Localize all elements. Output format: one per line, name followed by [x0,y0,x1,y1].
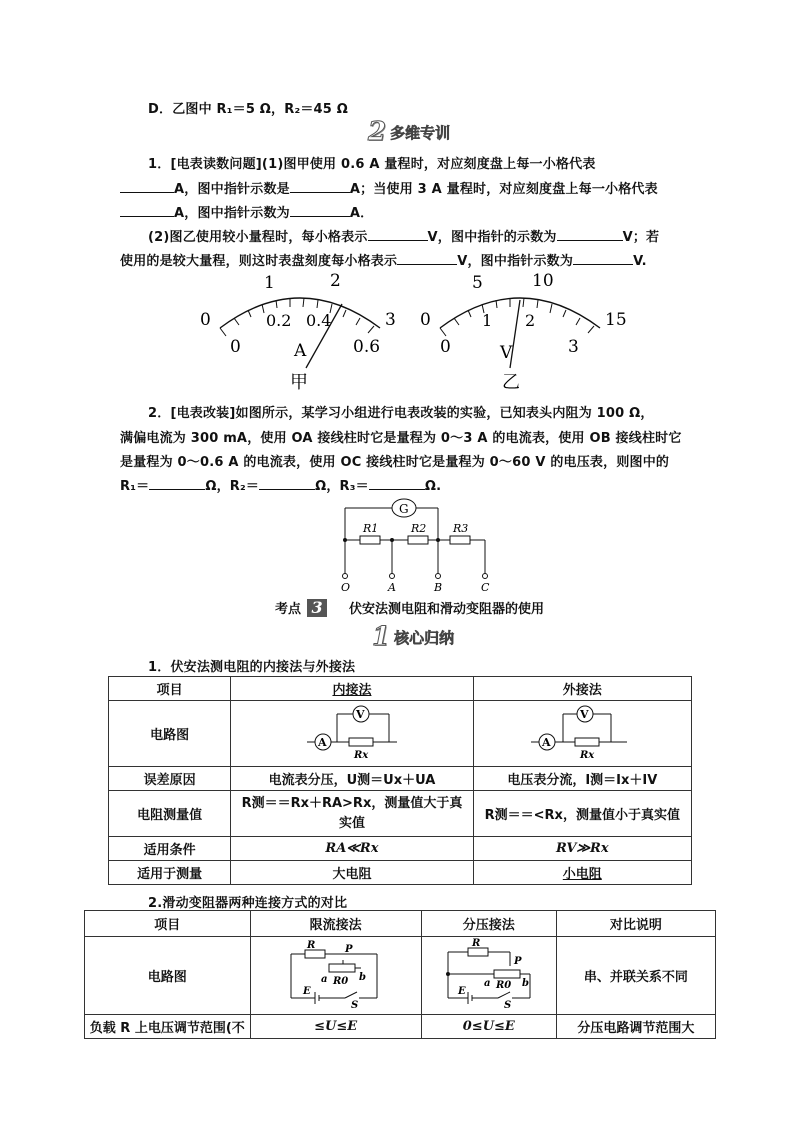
voltage-divider-cell [421,937,556,1015]
outer-connection-diagram [527,702,637,762]
meter-conversion-circuit [330,492,500,592]
current-limiting-diagram [281,938,391,1010]
svg-text:E: E [302,985,311,997]
tick-label: 0 [200,310,211,330]
row-label: 负载 R 上电压调节范围(不 [85,1015,251,1039]
section-head-practice [368,117,450,147]
tick-label: 0.4 [306,311,332,330]
answer-blank[interactable] [290,180,350,193]
answer-blank[interactable] [290,204,350,217]
table-cell: 大电阻 [231,861,473,885]
tick-label: 0.2 [266,311,292,330]
terminal-label: B [434,581,443,592]
table-cell: 串、并联关系不同 [556,937,715,1015]
row-label: 适用于测量 [109,861,231,885]
table-cell: RA≪Rx [231,837,473,861]
q2-line4: R₁＝ Ω，R₂＝ Ω，R₃＝ Ω. [120,479,442,494]
q1-line2: A，图中指针示数是 A；当使用 3 A 量程时，对应刻度盘上每一小格代表 [120,178,658,197]
kaodian-label: 考点 [275,602,302,617]
meter-figures [190,268,650,393]
sub2-title: 2.滑动变阻器两种连接方式的对比 [148,896,348,911]
svg-text:A: A [542,735,551,749]
tick-label: 2 [330,271,341,291]
table-header: 对比说明 [556,911,715,937]
row-label: 误差原因 [109,767,231,791]
svg-text:V: V [580,707,589,721]
answer-blank[interactable] [557,228,623,241]
answer-blank[interactable] [120,180,174,193]
table-cell: 分压电路调节范围大 [556,1015,715,1039]
current-limit-cell [250,937,421,1015]
section-head-core [372,622,454,652]
tick-label: 1 [482,311,493,330]
terminal-label: A [388,581,396,592]
table-header: 限流接法 [250,911,421,937]
ammeter-dial [200,271,396,393]
voltage-divider-diagram [434,938,544,1010]
svg-text:P: P [513,955,522,967]
row-label: 电阻测量值 [109,791,231,837]
svg-text:R: R [306,939,315,951]
figure-caption: 甲 [290,372,308,393]
table-header: 内接法 [231,677,473,701]
tick-label: 15 [605,310,627,330]
answer-blank[interactable] [573,252,633,265]
answer-blank[interactable] [368,228,428,241]
voltmeter-dial [420,271,627,393]
table-cell: 电流表分压，U测＝Ux＋UA [231,767,473,791]
svg-text:Rx: Rx [353,749,369,761]
tick-label: 10 [532,271,554,291]
option-d: D．乙图中 R₁＝5 Ω，R₂＝45 Ω [148,102,349,117]
svg-text:S: S [503,999,512,1010]
resistor-label: R3 [453,522,469,535]
row-label: 电路图 [109,701,231,767]
section-title: 核心归纳 [394,628,455,647]
meter-unit: V [500,343,513,363]
comparison-table-connection [108,676,692,885]
tick-label: 0.6 [353,337,381,357]
tick-label: 0 [420,310,431,330]
table-cell: 小电阻 [473,861,691,885]
svg-text:R: R [471,937,481,949]
svg-text:b: b [521,977,529,989]
table-header: 项目 [85,911,251,937]
table-cell: R测＝＝Rx＋RA>Rx，测量值大于真实值 [231,791,473,837]
figure-caption: 乙 [502,372,520,393]
tick-label: 0 [230,337,241,357]
resistor-label: R2 [411,522,427,535]
answer-blank[interactable] [259,477,315,490]
inner-circuit-cell [231,701,473,767]
table-cell: 0≤U≤E [421,1015,556,1039]
tick-label: 5 [472,273,483,293]
svg-text:b: b [358,971,366,983]
outer-circuit-cell [473,701,691,767]
table-header: 分压接法 [421,911,556,937]
tick-label: 1 [264,273,275,293]
table-cell: ≤U≤E [250,1015,421,1039]
table-header: 项目 [109,677,231,701]
q1-line4: (2)图乙使用较小量程时，每小格表示 V，图中指针的示数为 V；若 [148,230,660,245]
kaodian-title: 伏安法测电阻和滑动变阻器的使用 [349,602,545,617]
svg-text:A: A [317,735,327,749]
resistor-label: R1 [363,522,379,535]
answer-blank[interactable] [369,477,425,490]
q2-line3: 是量程为 0～0.6 A 的电流表，使用 OC 接线柱时它是量程为 0～60 V 的电压表，则图中的 [120,455,670,470]
svg-text:V: V [355,707,365,721]
meter-unit: A [294,341,307,361]
galvanometer-label: G [399,502,409,516]
svg-text:R0: R0 [332,975,348,987]
svg-text:R0: R0 [495,979,512,991]
table-cell: RV≫Rx [473,837,691,861]
terminal-label: C [481,581,490,592]
section-number: 1 [372,622,391,652]
q1-line1: 1．[电表读数问题](1)图甲使用 0.6 A 量程时，对应刻度盘上每一小格代表 [148,157,596,172]
svg-text:Rx: Rx [580,749,595,761]
kaodian-number: 3 [307,599,327,617]
comparison-table-rheostat [84,910,716,1039]
tick-label: 2 [525,311,536,330]
answer-blank[interactable] [120,204,174,217]
inner-connection-diagram [297,702,407,762]
table-header: 外接法 [473,677,691,701]
row-label: 电路图 [85,937,251,1015]
q1-line5: 使用的是较大量程，则这时表盘刻度每小格表示 V，图中指针示数为 V. [120,254,647,269]
svg-text:S: S [350,999,358,1010]
answer-blank[interactable] [397,252,457,265]
section-number: 2 [368,117,387,147]
terminal-label: O [341,581,351,592]
answer-blank[interactable] [149,477,205,490]
svg-text:P: P [344,943,353,955]
svg-text:a: a [320,973,328,985]
tick-label: 3 [385,310,396,330]
kaodian-header [275,598,544,617]
svg-text:E: E [457,985,466,997]
q2-line1: 2．[电表改装]如图所示，某学习小组进行电表改装的实验，已知表头内阻为 100 Ω， [148,406,654,421]
section-title: 多维专训 [390,123,451,142]
q2-line2: 满偏电流为 300 mA，使用 OA 接线柱时它是量程为 0～3 A 的电流表，使用 OB 接线柱时它 [120,431,682,446]
tick-label: 3 [568,337,579,357]
tick-label: 0 [440,337,451,357]
table-cell: R测＝＝<Rx，测量值小于真实值 [473,791,691,837]
row-label: 适用条件 [109,837,231,861]
sub1-title: 1．伏安法测电阻的内接法与外接法 [148,660,356,675]
q1-line3: A，图中指针示数为 A． [120,202,373,221]
table-cell: 电压表分流，I测＝Ix＋IV [473,767,691,791]
svg-text:a: a [483,977,491,989]
